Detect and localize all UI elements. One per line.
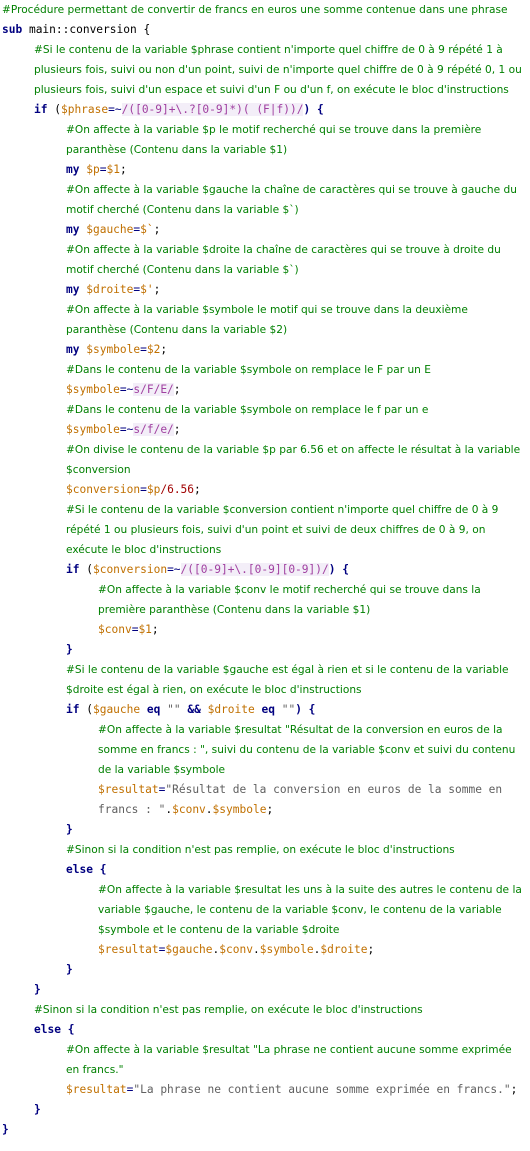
comment-line: #Dans le contenu de la variable $symbole on remplace le F par un E (66, 364, 431, 376)
brace-close: } (2, 1123, 9, 1136)
assign-p-line (2, 160, 528, 180)
paren: ( (79, 703, 93, 716)
space (201, 703, 208, 716)
brace-close: } (34, 1103, 41, 1116)
number-literal: 6.56 (167, 483, 195, 496)
block-close (2, 640, 528, 660)
assign-operator: = (99, 163, 107, 176)
semicolon: ; (173, 423, 181, 436)
var-symbole: $symbole (86, 343, 141, 356)
semicolon: ; (119, 163, 127, 176)
var-resultat: $resultat (98, 783, 159, 796)
match-var: $1 (138, 623, 152, 636)
divide-operator: / (160, 483, 168, 496)
var-resultat: $resultat (66, 1083, 127, 1096)
space (140, 703, 147, 716)
if-conversion-line (2, 560, 528, 580)
block-close (2, 1100, 528, 1120)
assign-operator: = (131, 623, 139, 636)
else-line (2, 860, 528, 880)
semicolon: ; (151, 623, 159, 636)
comment-line: #Dans le contenu de la variable $symbole on remplace le f par un e (66, 404, 429, 416)
space (275, 703, 282, 716)
subst-line (2, 380, 528, 400)
brace-close: } (66, 963, 73, 976)
regex: /([0-9]+\.[0-9][0-9])/ (180, 563, 329, 576)
brace-open: { (60, 1023, 75, 1036)
keyword-if: if (66, 703, 80, 716)
keyword-my: my (66, 223, 80, 236)
brace-close: } (66, 823, 73, 836)
keyword-else: else (34, 1023, 61, 1036)
assign-operator: = (158, 943, 166, 956)
assign-gauche-line (2, 220, 528, 240)
keyword-sub: sub (2, 23, 23, 36)
keyword-my: my (66, 283, 80, 296)
paren: ( (47, 103, 61, 116)
var-gauche: $gauche (92, 703, 141, 716)
match-var: $` (140, 223, 154, 236)
comment-line: #Procédure permettant de convertir de francs en euros une somme contenue dans une phrase (2, 4, 508, 16)
if-empty-line (2, 700, 528, 720)
var-conv: $conv (172, 803, 206, 816)
bind-operator: =~ (119, 383, 134, 396)
var-conversion: $conversion (66, 483, 141, 496)
comment-line: #On affecte à la variable $symbole le motif qui se trouve dans la deuxième paranthèse (Contenu dans la variable $2) (66, 304, 468, 336)
comment-line: #On affecte à la variable $resultat les uns à la suite des autres le contenu de la variable $gauche, le contenu de la variable $conv, le contenu de la variable $symbole et le contenu de la variable $droite (98, 884, 522, 936)
assign-conv-line (2, 620, 528, 640)
assign-operator: = (158, 783, 166, 796)
comment-line: #On affecte à la variable $resultat "La phrase ne contient aucune somme exprimée en francs." (66, 1044, 512, 1076)
bind-operator: =~ (119, 423, 134, 436)
match-var: $2 (146, 343, 161, 356)
semicolon: ; (153, 223, 161, 236)
comment-line: #On affecte à la variable $gauche la chaîne de caractères qui se trouve à gauche du motif cherché (Contenu dans la variable $`) (66, 184, 517, 216)
comment-line: #On affecte à la variable $conv le motif recherché qui se trouve dans la première paranthèse (Contenu dans la variable $1) (98, 584, 481, 616)
comment-line: #Si le contenu de la variable $conversion contient n'importe quel chiffre de 0 à 9 répété 1 ou plusieurs fois, suivi d'un point et suivi de deux chiffres de 0 à 9, on exécute le bloc d'instructions (66, 504, 499, 556)
block-close (2, 820, 528, 840)
var-symbole: $symbole (66, 383, 120, 396)
semicolon: ; (510, 1083, 518, 1096)
assign-operator: = (140, 483, 147, 496)
bind-operator: =~ (108, 103, 122, 116)
semicolon: ; (367, 943, 375, 956)
block-close (2, 960, 528, 980)
comment-line: #On affecte à la variable $resultat "Résultat de la conversion en euros de la somme en francs : ", suivi du contenu de la variable $conv et suivi du contenu de la variable $symbole (98, 724, 516, 776)
comment-line: #Sinon si la condition n'est pas remplie, on exécute le bloc d'instructions (66, 844, 455, 856)
assign-droite-line (2, 280, 528, 300)
regex: s/F/E/ (133, 383, 174, 396)
concat-operator: . (212, 943, 220, 956)
comment-line: #Sinon si la condition n'est pas remplie, on exécute le bloc d'instructions (34, 1004, 423, 1016)
keyword-if: if (34, 103, 48, 116)
var-conversion: $conversion (92, 563, 168, 576)
division-line (2, 480, 528, 500)
comment-line: #On affecte à la variable $p le motif recherché qui se trouve dans la première paranthèse (Contenu dans la variable $1) (66, 124, 482, 156)
block-close (2, 980, 528, 1000)
var-conv: $conv (98, 623, 132, 636)
sub-close (2, 1120, 528, 1140)
semicolon: ; (266, 803, 274, 816)
concat-operator: . (313, 943, 321, 956)
match-var: $' (140, 283, 154, 296)
assign-resultat-line (2, 940, 528, 960)
var-symbole: $symbole (259, 943, 314, 956)
else-line (2, 1020, 528, 1040)
sub-name: main::conversion { (22, 23, 151, 36)
sub-declaration (2, 20, 528, 40)
semicolon: ; (194, 483, 201, 496)
keyword-eq: eq (261, 703, 275, 716)
assign-operator: = (140, 343, 147, 356)
brace-close: } (34, 983, 41, 996)
bind-operator: =~ (167, 563, 181, 576)
paren-brace: ) { (295, 703, 316, 716)
string-literal: "Résultat de la conversion en euros de la somme en francs : " (98, 783, 503, 816)
code-listing (2, 0, 528, 1140)
paren: ( (79, 563, 93, 576)
brace-close: } (66, 643, 73, 656)
assign-symbole-line (2, 340, 528, 360)
regex: s/f/e/ (133, 423, 174, 436)
var-symbole: $symbole (66, 423, 120, 436)
keyword-my: my (66, 163, 80, 176)
keyword-else: else (66, 863, 93, 876)
regex: /([0-9]+\.?[0-9]*)( (F|f))/ (121, 103, 304, 116)
brace-open: { (92, 863, 107, 876)
concat-operator: . (165, 803, 173, 816)
assign-resultat-line (2, 780, 528, 820)
assign-operator: = (126, 1083, 134, 1096)
var-p: $p (146, 483, 161, 496)
comment-line: #On divise le contenu de la variable $p par 6.56 et on affecte le résultat à la variable $conversion (66, 444, 521, 476)
semicolon: ; (160, 343, 168, 356)
var-phrase: $phrase (60, 103, 109, 116)
var-droite: $droite (86, 283, 134, 296)
comment-line: #Si le contenu de la variable $phrase contient n'importe quel chiffre de 0 à 9 répété 1 à plusieurs fois, suivi ou non d'un point, suivi de n'importe quel chiffre de 0 à 9 répété 0, 1 ou plusieurs fois, suivi d'un espace et suivi d'un F ou d'un f, on exécute le bloc d'instructions (34, 44, 522, 96)
concat-operator: . (252, 943, 260, 956)
var-droite: $droite (207, 703, 255, 716)
string-literal: "" (281, 703, 296, 716)
assign-resultat-line (2, 1080, 528, 1100)
paren-brace: ) { (328, 563, 349, 576)
keyword-eq: eq (146, 703, 161, 716)
comment-line: #Si le contenu de la variable $gauche est égal à rien et si le contenu de la variable $droite est égal à rien, on exécute le bloc d'instructions (66, 664, 509, 696)
var-resultat: $resultat (98, 943, 159, 956)
and-operator: && (187, 703, 201, 716)
semicolon: ; (153, 283, 161, 296)
if-phrase-line (2, 100, 528, 120)
subst-line (2, 420, 528, 440)
concat-operator: . (205, 803, 213, 816)
var-gauche: $gauche (86, 223, 134, 236)
var-p: $p (86, 163, 100, 176)
string-literal: "La phrase ne contient aucune somme exprimée en francs." (133, 1083, 511, 1096)
assign-operator: = (133, 223, 141, 236)
assign-operator: = (133, 283, 141, 296)
paren-brace: ) { (303, 103, 324, 116)
keyword-my: my (66, 343, 80, 356)
var-symbole: $symbole (212, 803, 267, 816)
keyword-if: if (66, 563, 80, 576)
var-gauche: $gauche (165, 943, 213, 956)
match-var: $1 (106, 163, 120, 176)
var-conv: $conv (219, 943, 253, 956)
semicolon: ; (173, 383, 181, 396)
string-literal: "" (167, 703, 181, 716)
comment-line: #On affecte à la variable $droite la chaîne de caractères qui se trouve à droite du motif cherché (Contenu dans la variable $`) (66, 244, 501, 276)
var-droite: $droite (320, 943, 368, 956)
